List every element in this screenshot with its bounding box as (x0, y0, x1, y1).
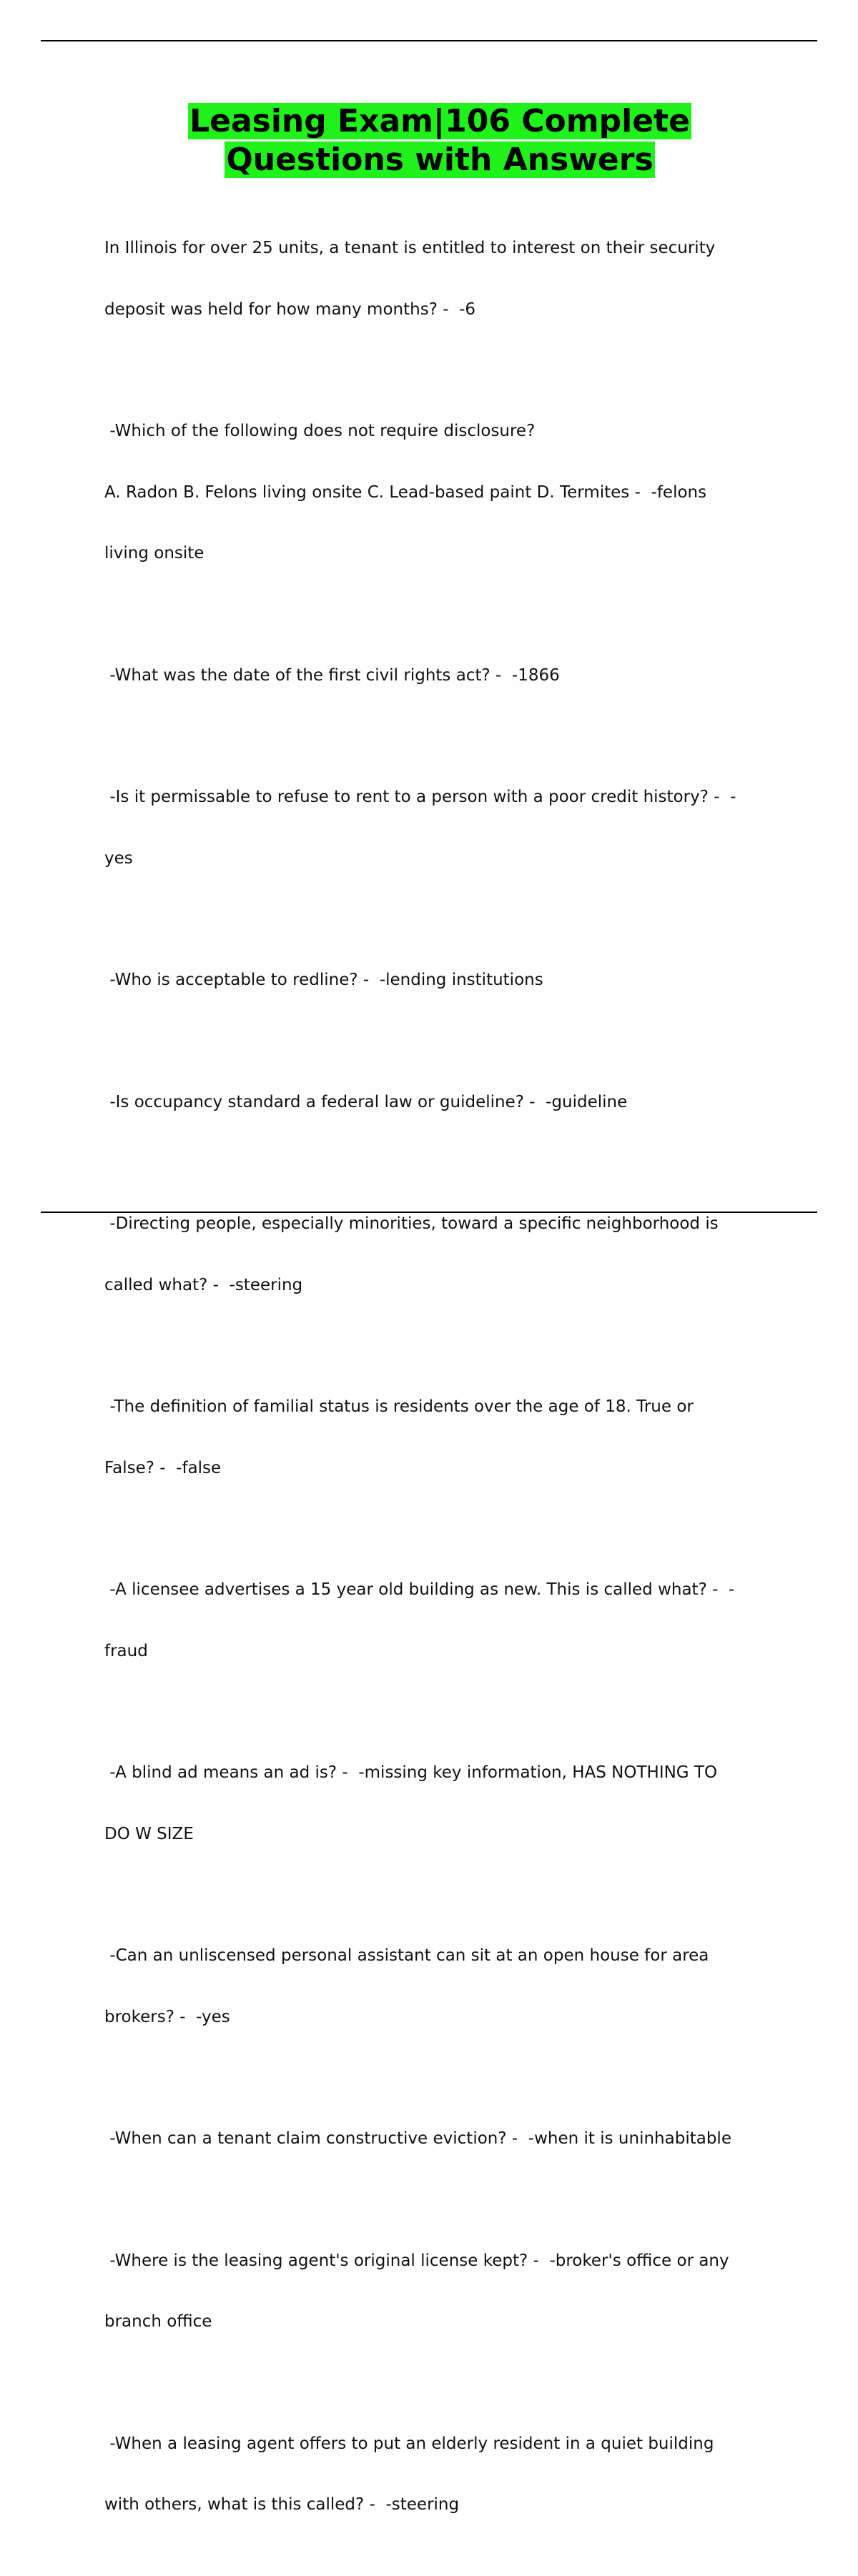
qa-line: A. Radon B. Felons living onsite C. Lead-based paint D. Termites - -felons (104, 482, 707, 502)
qa-entry-5 (104, 929, 776, 1031)
qa-line: -Who is acceptable to redline? - -lending institutions (104, 971, 543, 989)
qa-entry-12 (104, 2088, 776, 2190)
qa-line: -The definition of familial status is residents over the age of 18. True or (104, 1397, 694, 1416)
qa-line: -What was the date of the first civil rights act? - -1866 (104, 665, 560, 685)
qa-line: living onsite (104, 544, 204, 563)
qa-entry-4 (104, 746, 776, 909)
qa-line: -When a leasing agent offers to put an elderly resident in a quiet building (104, 2434, 714, 2453)
qa-line: called what? - -steering (104, 1275, 303, 1294)
title-line-1: Leasing Exam|106 Complete (189, 103, 690, 139)
top-rule (41, 40, 817, 41)
qa-entry-2 (104, 380, 776, 605)
qa-list (104, 197, 776, 2576)
qa-line: -Is occupancy standard a federal law or guideline? - -guideline (104, 1092, 628, 1111)
document-title (100, 102, 779, 179)
qa-line: -Which of the following does not require disclosure? (104, 422, 536, 440)
qa-line: yes (104, 848, 133, 868)
qa-line: False? - -false (104, 1458, 222, 1477)
qa-line: -When can a tenant claim constructive eviction? - -when it is uninhabitable (104, 2129, 731, 2148)
qa-line: -A licensee advertises a 15 year old building as new. This is called what? - - (104, 1580, 735, 1599)
bottom-rule (41, 1212, 817, 1213)
qa-line: with others, what is this called? - -steering (104, 2495, 460, 2514)
title-line-2: Questions with Answers (226, 142, 654, 178)
qa-line: -Can an unliscensed personal assistant can sit at an open house for area (104, 1946, 709, 1965)
qa-entry-11 (104, 1905, 776, 2068)
qa-entry-14 (104, 2393, 776, 2556)
qa-line: fraud (104, 1641, 148, 1660)
qa-entry-6 (104, 1051, 776, 1154)
qa-entry-7 (104, 1173, 776, 1336)
qa-entry-10 (104, 1722, 776, 1885)
qa-entry-9 (104, 1539, 776, 1702)
qa-line: -Where is the leasing agent's original license kept? - -broker's office or any (104, 2251, 729, 2270)
qa-entry-1 (104, 197, 776, 360)
qa-line: -A blind ad means an ad is? - -missing key information, HAS NOTHING TO (104, 1763, 718, 1782)
qa-entry-8 (104, 1356, 776, 1519)
qa-line: -Directing people, especially minorities, toward a specific neighborhood is (104, 1214, 719, 1233)
qa-entry-3 (104, 625, 776, 727)
qa-line: deposit was held for how many months? - -6 (104, 299, 476, 319)
qa-entry-13 (104, 2210, 776, 2373)
qa-line: brokers? - -yes (104, 2007, 230, 2026)
qa-line: In Illinois for over 25 units, a tenant is entitled to interest on their security (104, 239, 716, 257)
qa-line: -Is it permissable to refuse to rent to a person with a poor credit history? - - (104, 788, 736, 806)
qa-line: DO W SIZE (104, 1824, 194, 1843)
qa-line: branch office (104, 2312, 212, 2331)
